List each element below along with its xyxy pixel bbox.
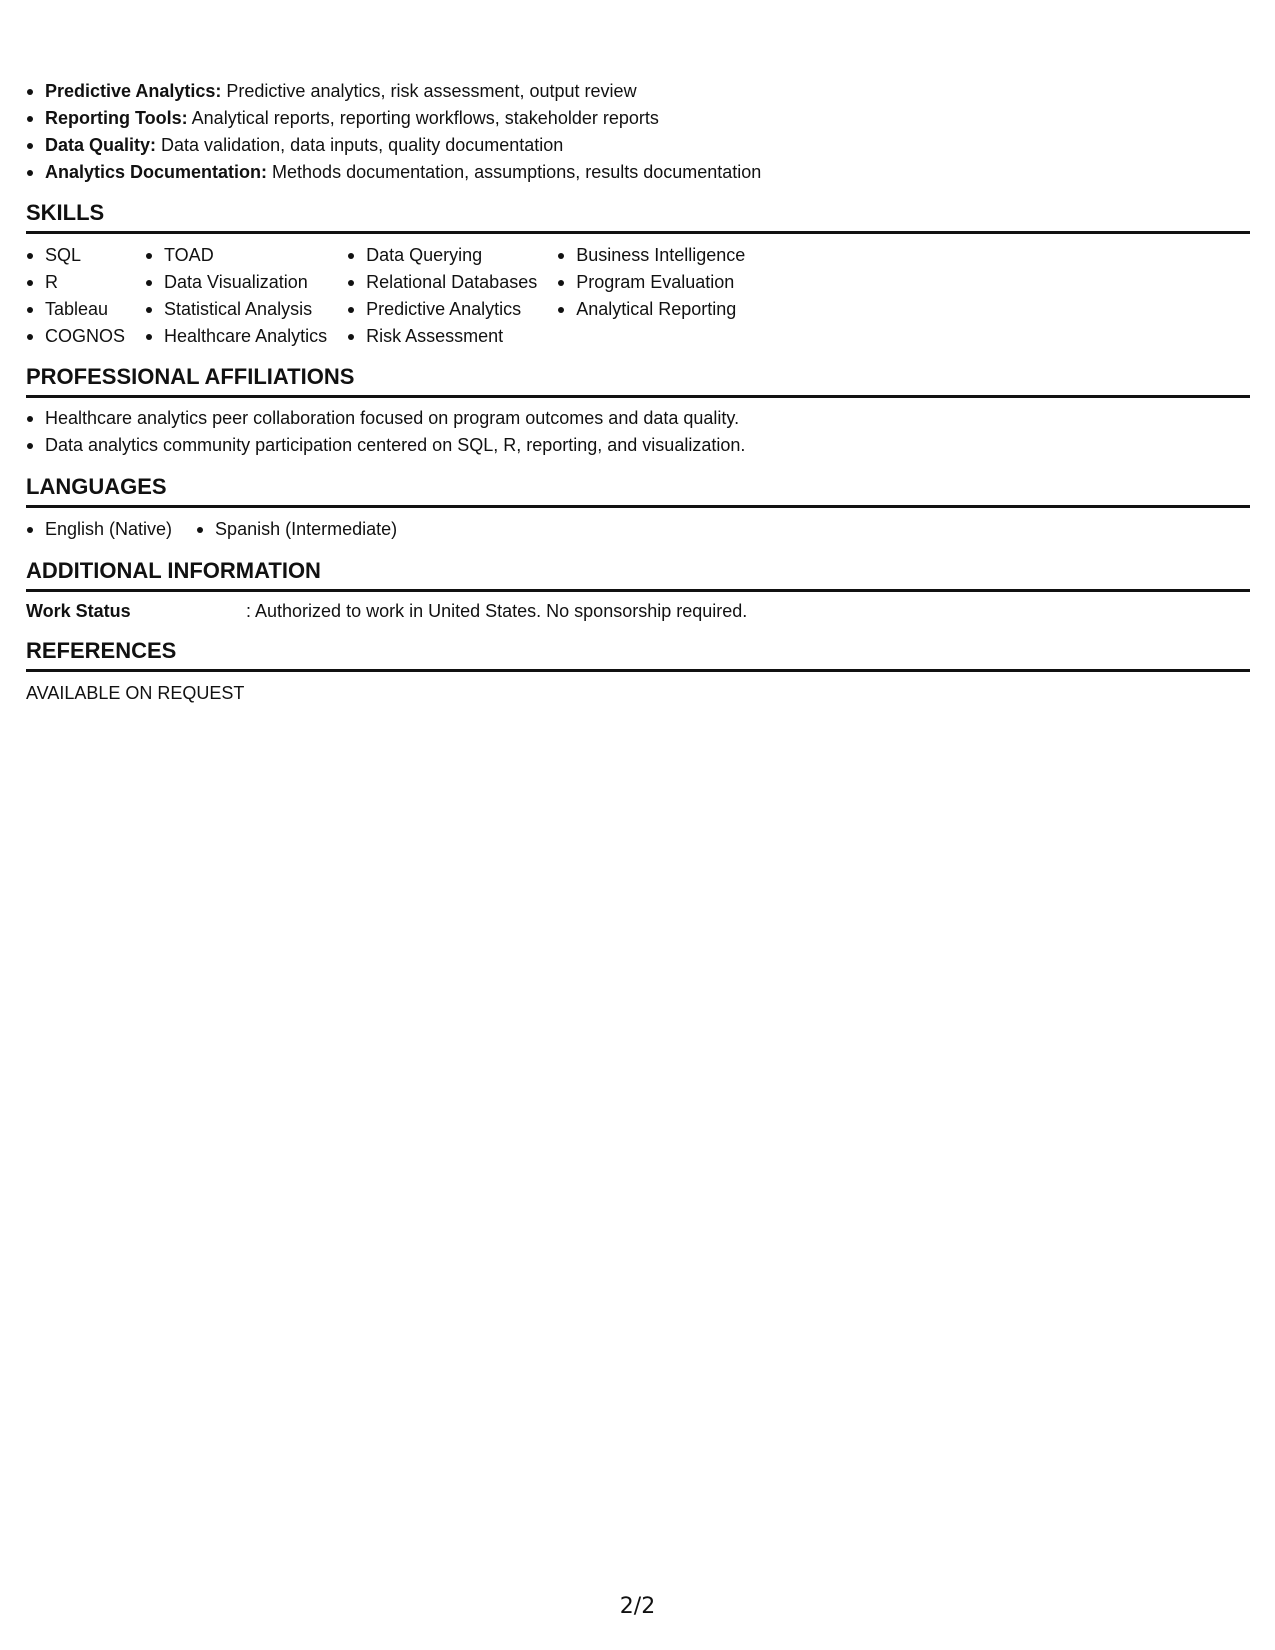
languages-list [26, 516, 1250, 543]
skill-item: Statistical Analysis [145, 296, 327, 323]
expertise-list [26, 78, 1250, 186]
skills-column [26, 242, 125, 350]
affiliations-section [26, 363, 1250, 459]
references-heading: REFERENCES [26, 638, 177, 663]
languages-heading: LANGUAGES [26, 474, 167, 499]
expertise-item [26, 105, 1250, 132]
references-text: AVAILABLE ON REQUEST [26, 683, 245, 703]
skill-item: SQL [26, 242, 125, 269]
work-status-value: : Authorized to work in United States. No sponsorship required. [246, 601, 748, 621]
skills-column [145, 242, 327, 350]
skill-item: Relational Databases [347, 269, 537, 296]
affiliation-item: Data analytics community participation centered on SQL, R, reporting, and visualization. [26, 432, 1250, 459]
expertise-label: Reporting Tools: [45, 108, 188, 128]
section-divider [26, 589, 1250, 592]
expertise-item [26, 78, 1250, 105]
skill-item: Risk Assessment [347, 323, 537, 350]
expertise-label: Data Quality: [45, 135, 157, 155]
language-item: English (Native) [26, 516, 172, 543]
work-status-label: Work Status [26, 601, 131, 621]
skill-item: Business Intelligence [557, 242, 745, 269]
references-section [26, 637, 1250, 705]
section-divider [26, 395, 1250, 398]
section-divider [26, 669, 1250, 672]
skill-item: Program Evaluation [557, 269, 745, 296]
additional-info-heading: ADDITIONAL INFORMATION [26, 558, 321, 583]
skill-item: Analytical Reporting [557, 296, 745, 323]
skill-item: Healthcare Analytics [145, 323, 327, 350]
skill-item: Data Querying [347, 242, 537, 269]
skill-item: TOAD [145, 242, 327, 269]
additional-info-section [26, 557, 1250, 623]
expertise-text: Predictive analytics, risk assessment, output review [221, 81, 637, 101]
skill-item: Tableau [26, 296, 125, 323]
skills-column [557, 242, 745, 350]
skill-item: R [26, 269, 125, 296]
languages-section [26, 473, 1250, 543]
expertise-item [26, 132, 1250, 159]
section-divider [26, 231, 1250, 234]
skill-item: Data Visualization [145, 269, 327, 296]
page-number: 2/2 [619, 1594, 656, 1619]
skills-grid [26, 242, 1250, 350]
expertise-label: Analytics Documentation: [45, 162, 268, 182]
resume-page [26, 78, 1250, 705]
expertise-text: Data validation, data inputs, quality documentation [156, 135, 564, 155]
skill-item: Predictive Analytics [347, 296, 537, 323]
section-divider [26, 505, 1250, 508]
expertise-label: Predictive Analytics: [45, 81, 222, 101]
expertise-text: Methods documentation, assumptions, results documentation [267, 162, 762, 182]
skills-heading: SKILLS [26, 200, 105, 225]
skills-section [26, 199, 1250, 350]
affiliation-item: Healthcare analytics peer collaboration focused on program outcomes and data quality. [26, 405, 1250, 432]
work-status-row [26, 599, 1250, 623]
affiliations-heading: PROFESSIONAL AFFILIATIONS [26, 364, 355, 389]
skill-item: COGNOS [26, 323, 125, 350]
affiliations-list [26, 405, 1250, 459]
language-item: Spanish (Intermediate) [196, 516, 397, 543]
skills-column [347, 242, 537, 350]
expertise-text: Analytical reports, reporting workflows, stakeholder reports [187, 108, 659, 128]
expertise-item [26, 159, 1250, 186]
